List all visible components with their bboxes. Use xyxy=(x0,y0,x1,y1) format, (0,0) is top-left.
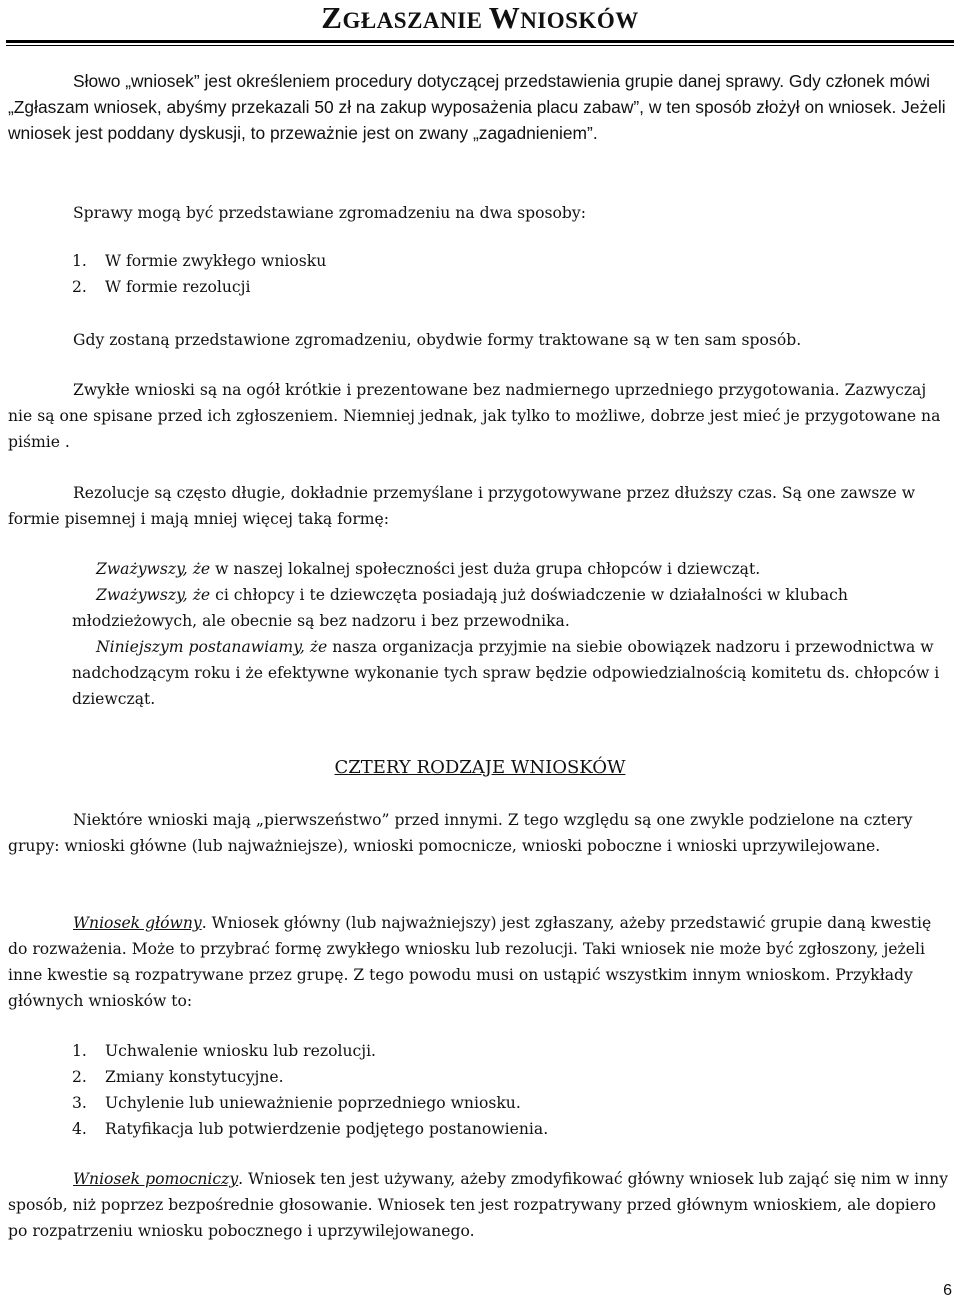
section-intro: Niektóre wnioski mają „pierwszeństwo” przed innymi. Z tego względu są one zwykle podzielone na cztery grupy: wnioski główne (lub najważniejsze), wnioski pomocnicze, wnioski poboczne i wnioski uprzywilejowane. xyxy=(8,811,913,855)
ways-lead: Sprawy mogą być przedstawiane zgromadzeniu na dwa sposoby: xyxy=(73,204,586,222)
title-cap-1: Z xyxy=(321,0,343,35)
list-item: 2. W formie rezolucji xyxy=(72,278,251,296)
resolution-clause-1: Zważywszy, że w naszej lokalnej społeczności jest duża grupa chłopców i dziewcząt. xyxy=(96,560,761,578)
main-motion-examples xyxy=(72,1038,548,1142)
resolution-clause-2: Zważywszy, że ci chłopcy i te dziewczęta posiadają już doświadczenie w działalności w klubach młodzieżowych, ale obecnie są bez nadzoru i bez przewodnika. xyxy=(72,586,848,630)
ways-after: Gdy zostaną przedstawione zgromadzeniu, obydwie formy traktowane są w ten sam sposób. xyxy=(73,331,802,349)
list-item: 2. Zmiany konstytucyjne. xyxy=(72,1068,284,1086)
list-item: 3. Uchylenie lub unieważnienie poprzedniego wniosku. xyxy=(72,1094,521,1112)
resolutions-paragraph: Rezolucje są często długie, dokładnie przemyślane i przygotowywane przez dłuższy czas. Są one zawsze w formie pisemnej i mają mniej więcej taką formę: xyxy=(8,484,916,528)
main-motion-term: Wniosek główny xyxy=(73,914,202,932)
list-item: 4. Ratyfikacja lub potwierdzenie podjętego postanowienia. xyxy=(72,1120,549,1138)
page-number: 6 xyxy=(943,1282,952,1299)
aux-motion-term: Wniosek pomocniczy xyxy=(73,1170,239,1188)
section-title: CZTERY RODZAJE WNIOSKÓW xyxy=(334,757,626,778)
title-rule-thick xyxy=(6,40,954,43)
main-motion-paragraph: Wniosek główny. Wniosek główny (lub najważniejszy) jest zgłaszany, ażeby przedstawić grupie daną kwestię do rozważenia. Może to przybrać formę zwykłego wniosku lub rezolucji. Taki wniosek nie może być zgłoszony, jeżeli inne kwestie są rozpatrywane przez grupę. Z tego powodu musi on ustąpić wszystkim innym wnioskom. Przykłady głównych wniosków to: xyxy=(8,914,932,1010)
resolution-clause-3: Niniejszym postanawiamy, że nasza organizacja przyjmie na siebie obowiązek nadzoru i przewodnictwa w nadchodzącym roku i że efektywne wykonanie tych spraw będzie odpowiedzialnością komitetu ds. chłopców i dziewcząt. xyxy=(72,638,940,708)
list-item: 1. Uchwalenie wniosku lub rezolucji. xyxy=(72,1042,377,1060)
ordinary-paragraph: Zwykłe wnioski są na ogół krótkie i prezentowane bez nadmiernego uprzedniego przygotowania. Zazwyczaj nie są one spisane przed ich zgłoszeniem. Niemniej jednak, jak tylko to możliwe, dobrze jest mieć je przygotowane na piśmie . xyxy=(8,381,941,451)
title-rest-1: GŁASZANIE xyxy=(342,8,489,33)
aux-motion-paragraph: Wniosek pomocniczy. Wniosek ten jest używany, ażeby zmodyfikować główny wniosek lub zająć się nim w inny sposób, niż poprzez bezpośrednie głosowanie. Wniosek ten jest rozpatrywany przed głównym wnioskiem, ale dopiero po rozpatrzeniu wniosku pobocznego i uprzywilejowanego. xyxy=(8,1170,949,1240)
ways-list xyxy=(72,248,326,300)
title-rest-2: NIOSKÓW xyxy=(520,8,639,33)
page-title xyxy=(0,0,960,36)
title-rule-thin xyxy=(6,45,954,46)
intro-paragraph: Słowo „wniosek” jest określeniem procedury dotyczącej przedstawienia grupie danej sprawy. Gdy członek mówi „Zgłaszam wniosek, abyśmy przekazali 50 zł na zakup wyposażenia placu zabaw”, w ten sposób złożył on wniosek. Jeżeli wniosek jest poddany dyskusji, to przeważnie jest on zwany „zagadnieniem”. xyxy=(8,71,946,143)
list-item: 1. W formie zwykłego wniosku xyxy=(72,252,327,270)
resolution-example xyxy=(72,556,952,712)
title-cap-2: W xyxy=(488,0,521,35)
